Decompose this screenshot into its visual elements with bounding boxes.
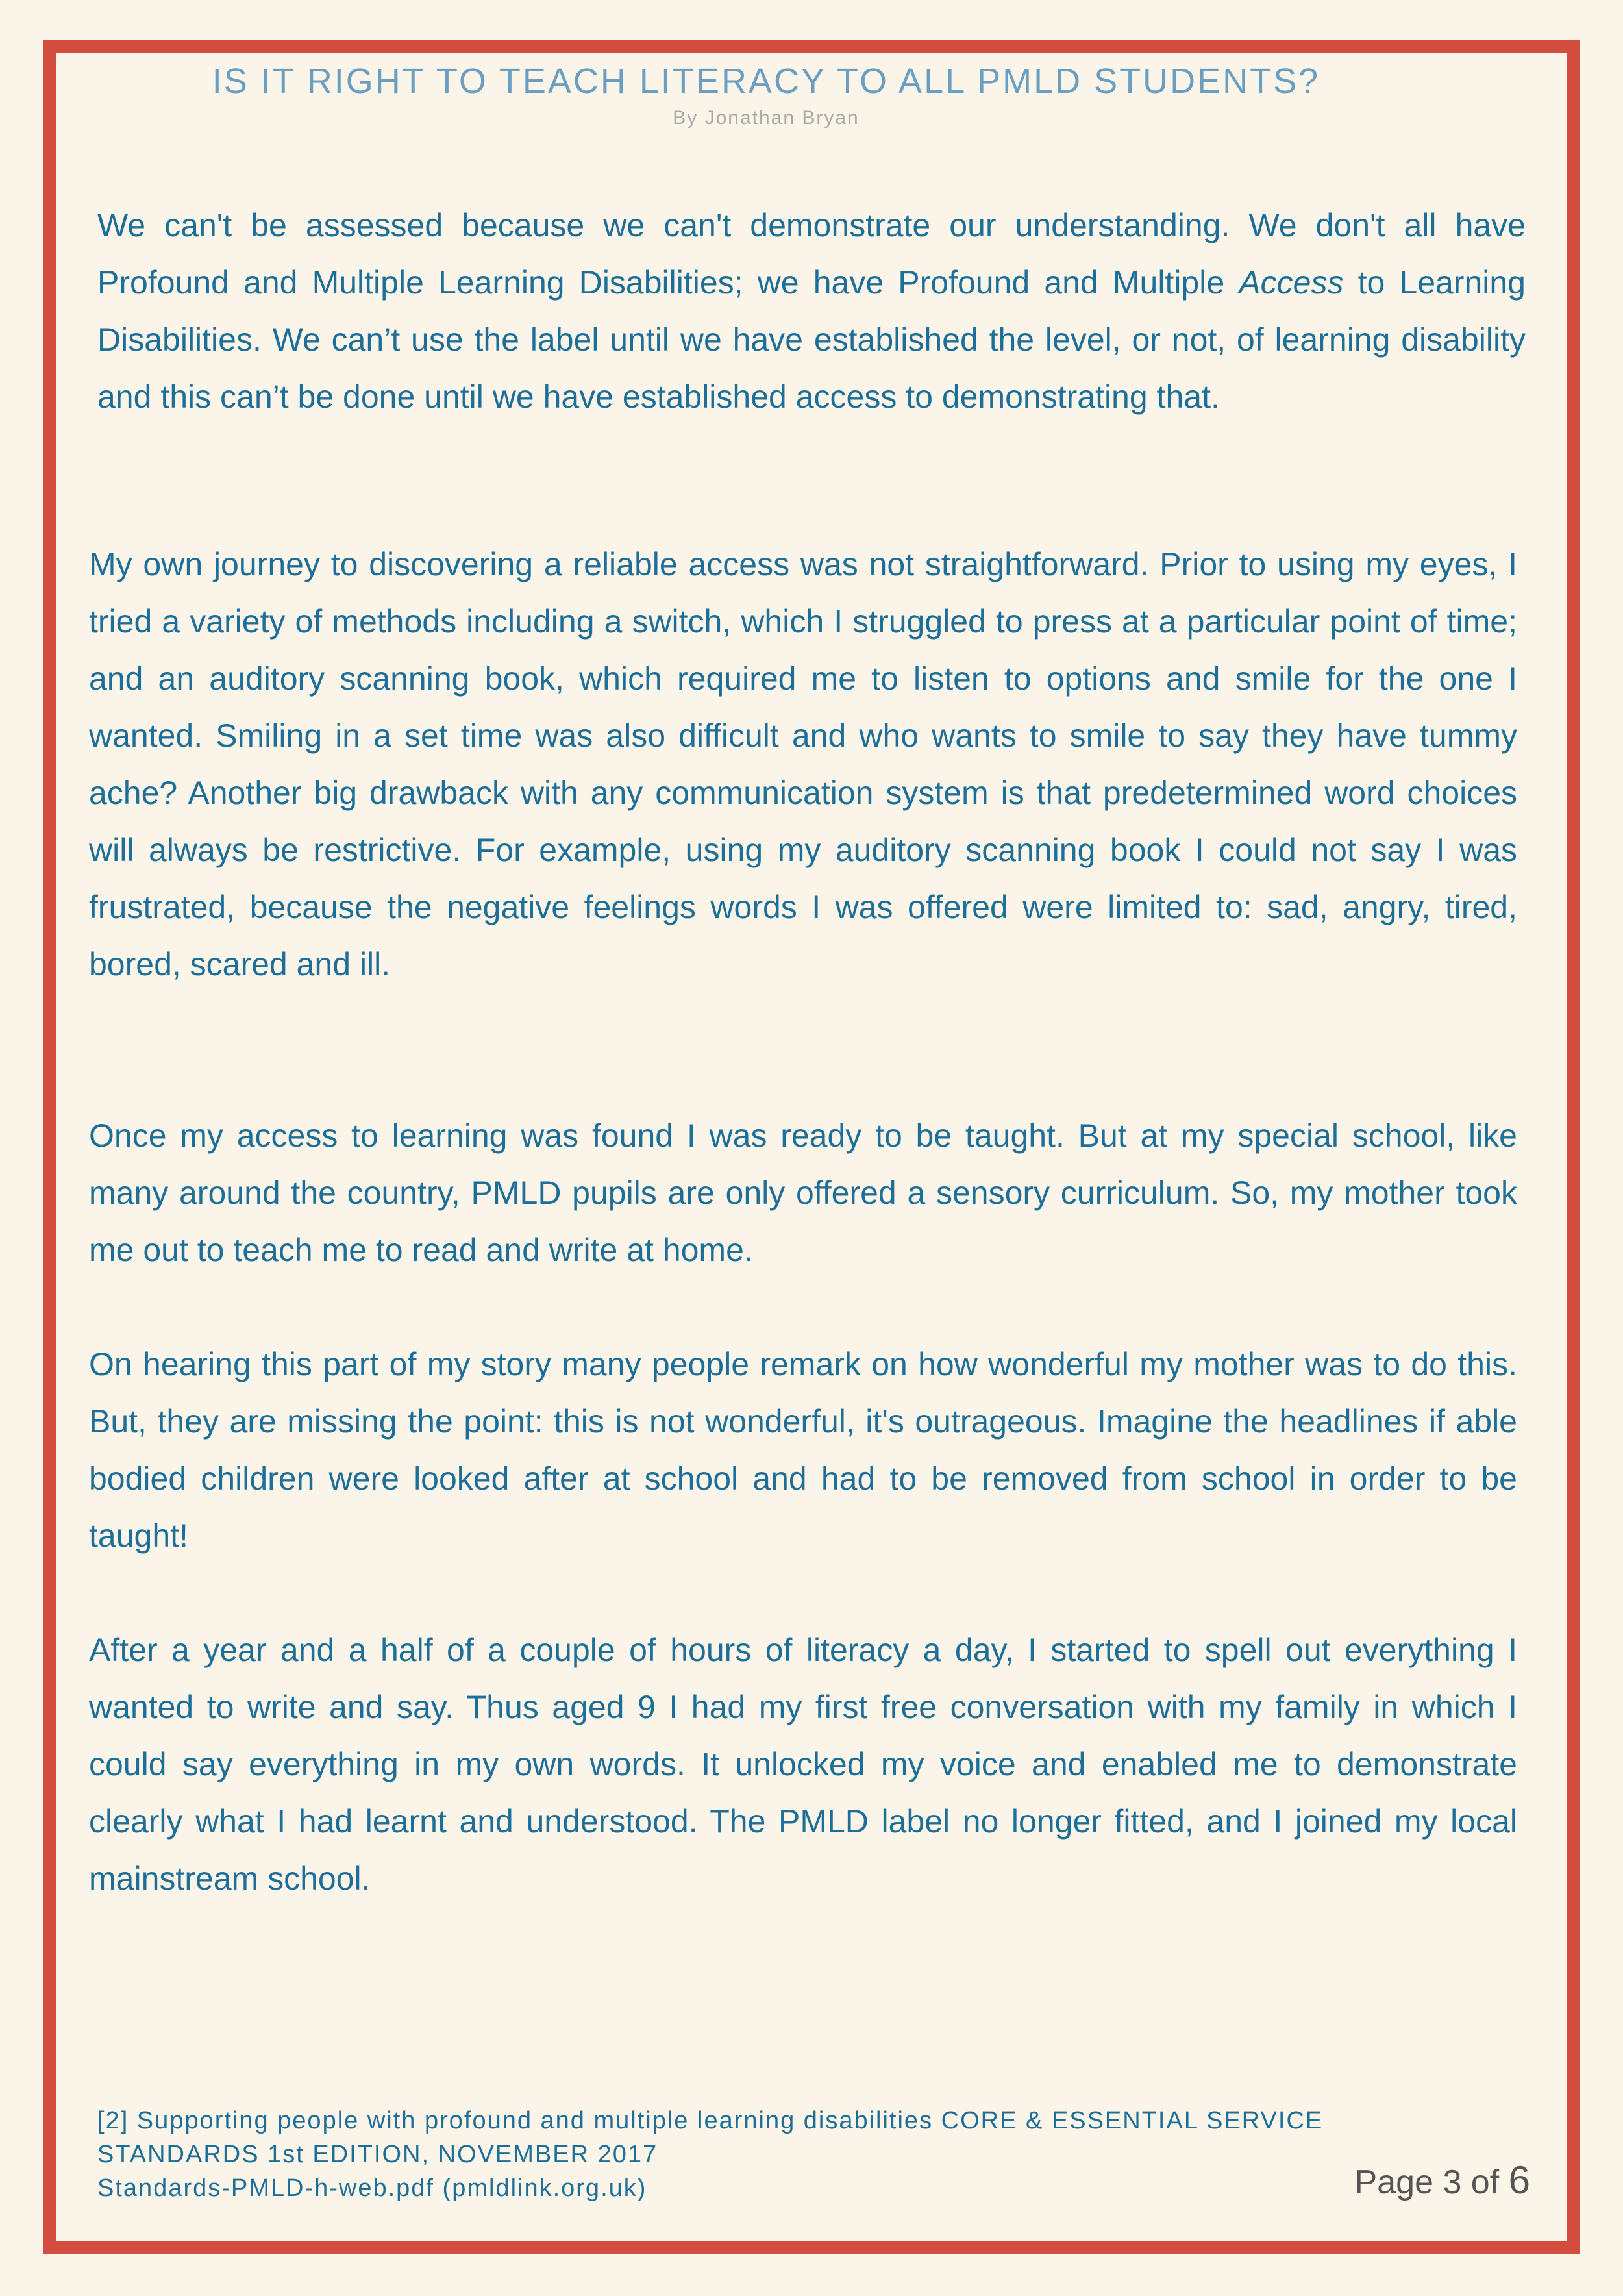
author-byline: By Jonathan Bryan xyxy=(673,107,860,129)
footnote-link[interactable]: Standards-PMLD-h-web.pdf (pmldlink.org.uk) xyxy=(97,2175,647,2202)
paragraph-text: to Learning Disabilities. We can’t use the label until we have established the level, or not, of learning disability and this can’t be done until we have established access to demonstrating that. xyxy=(97,264,1526,415)
page-number-total: 6 xyxy=(1508,2158,1530,2202)
paragraph-journey: My own journey to discovering a reliable access was not straightforward. Prior to using my eyes, I tried a variety of methods including a switch, which I struggled to press at a particular point of time; and an auditory scanning book, which required me to listen to options and smile for the one I wanted. Smiling in a set time was also difficult and who wants to smile to say they have tummy ache? Another big drawback with any communication system is that predetermined word choices will always be restrictive. For example, using my auditory scanning book I could not say I was frustrated, because the negative feelings words I was offered were limited to: sad, angry, tired, bored, scared and ill. xyxy=(89,546,1517,982)
paragraph-assessment xyxy=(97,197,1526,425)
paragraph-mother: On hearing this part of my story many people remark on how wonderful my mother was to do this. But, they are missing the point: this is not wonderful, it's outrageous. Imagine the headlines if able bodied children were looked after at school and had to be removed from school in order to be taught! xyxy=(89,1346,1517,1554)
page-number-prefix: Page 3 of xyxy=(1354,2164,1509,2201)
document-title: IS IT RIGHT TO TEACH LITERACY TO ALL PMLD STUDENTS? xyxy=(212,62,1320,101)
paragraph-literacy: After a year and a half of a couple of hours of literacy a day, I started to spell out everything I wanted to write and say. Thus aged 9 I had my first free conversation with my family in which I could say everything in my own words. It unlocked my voice and enabled me to demonstrate clearly what I had learnt and understood. The PMLD label no longer fitted, and I joined my local mainstream school. xyxy=(89,1632,1517,1897)
paragraph-school: Once my access to learning was found I was ready to be taught. But at my special school, like many around the country, PMLD pupils are only offered a sensory curriculum. So, my mother took me out to teach me to read and write at home. xyxy=(89,1117,1517,1268)
footnote-line: STANDARDS 1st EDITION, NOVEMBER 2017 xyxy=(97,2141,658,2168)
footnote-line: [2] Supporting people with profound and multiple learning disabilities CORE & ESSENTIAL SERVICE xyxy=(97,2107,1324,2134)
emphasis-access: Access xyxy=(1239,264,1344,301)
page-number xyxy=(1355,2160,1530,2203)
paragraph-text: We can't be assessed because we can't demonstrate our understanding. We don't all have Profound and Multiple Learning Disabilities; we have Profound and Multiple xyxy=(97,207,1526,301)
